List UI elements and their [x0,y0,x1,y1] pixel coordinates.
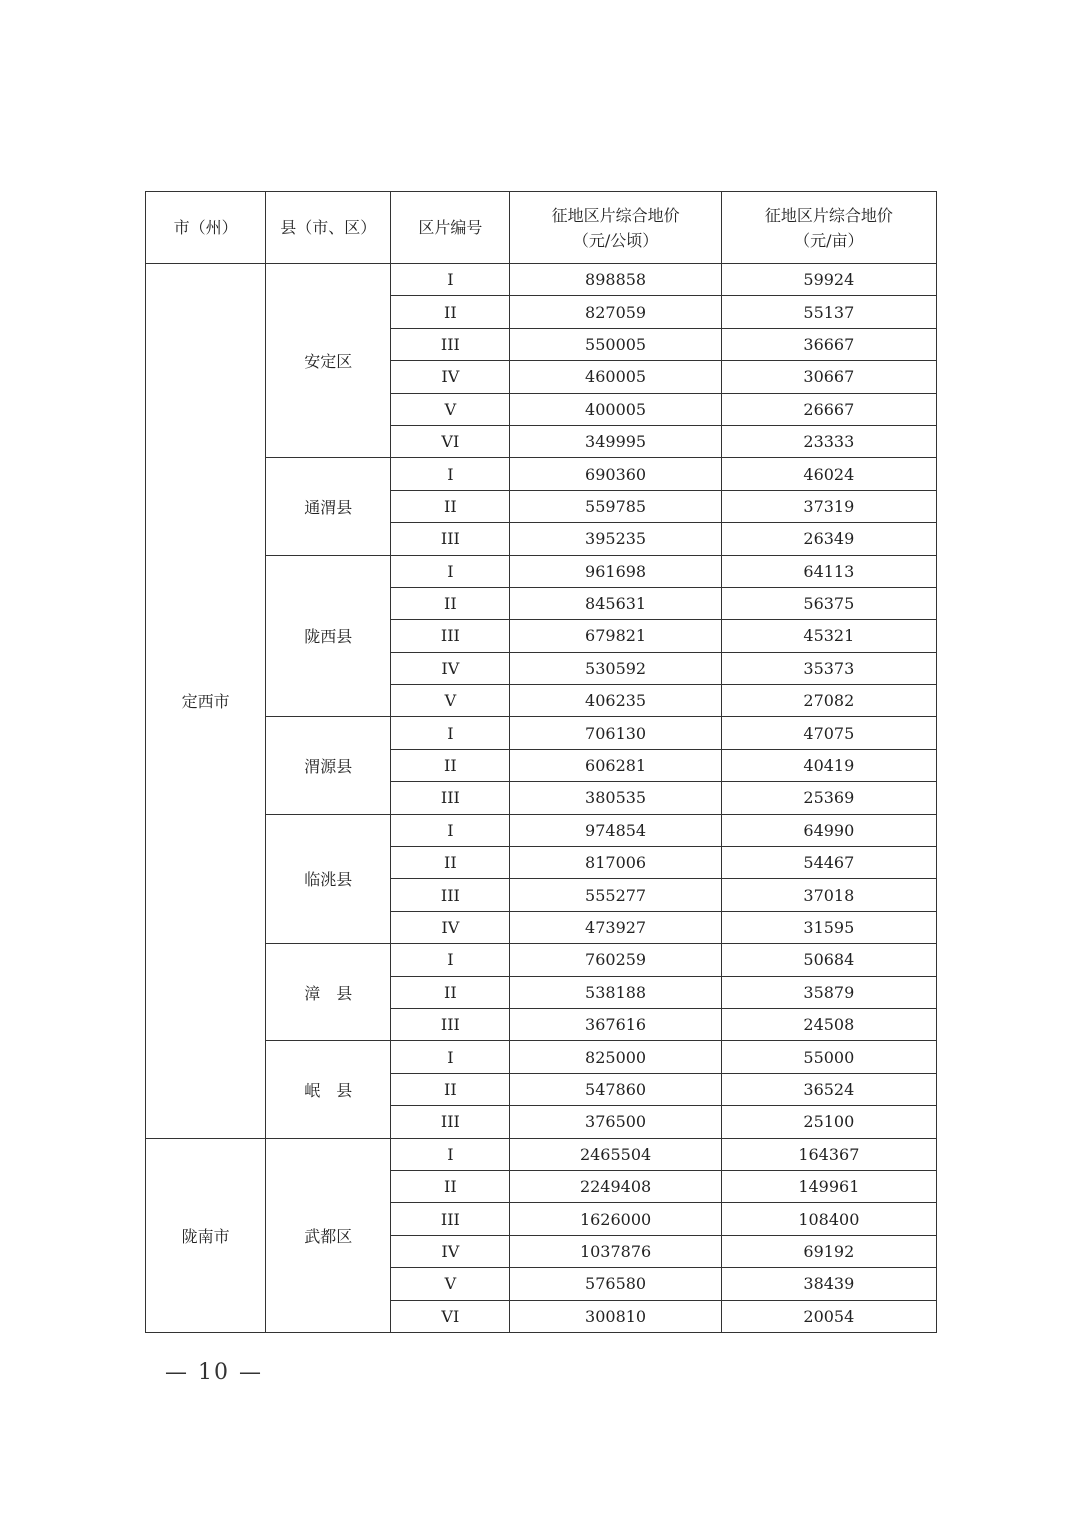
table-body [146,264,937,1333]
price-per-mu-cell: 30667 [721,361,936,393]
zone-cell: II [391,1170,510,1202]
price-per-hectare-cell: 690360 [510,458,721,490]
header-price-per-mu [721,192,936,264]
zone-cell: IV [391,361,510,393]
zone-cell: I [391,264,510,296]
price-per-hectare-cell: 1626000 [510,1203,721,1235]
price-per-mu-cell: 50684 [721,944,936,976]
county-cell: 漳 县 [266,944,391,1041]
county-cell: 陇西县 [266,555,391,717]
county-cell: 渭源县 [266,717,391,814]
zone-cell: VI [391,1300,510,1332]
price-per-hectare-cell: 606281 [510,749,721,781]
price-per-hectare-cell: 547860 [510,1073,721,1105]
zone-cell: I [391,814,510,846]
price-per-hectare-cell: 376500 [510,1106,721,1138]
zone-cell: IV [391,652,510,684]
price-per-hectare-cell: 825000 [510,1041,721,1073]
zone-cell: II [391,490,510,522]
zone-cell: V [391,393,510,425]
price-per-mu-cell: 35373 [721,652,936,684]
county-cell: 武都区 [266,1138,391,1332]
price-per-mu-cell: 38439 [721,1268,936,1300]
price-per-mu-cell: 23333 [721,425,936,457]
header-price-mu-line1: 征地区片综合地价 [764,205,893,225]
price-per-hectare-cell: 538188 [510,976,721,1008]
county-cell: 临洮县 [266,814,391,944]
price-per-hectare-cell: 395235 [510,523,721,555]
city-cell: 陇南市 [146,1138,266,1332]
price-per-hectare-cell: 2249408 [510,1170,721,1202]
zone-cell: I [391,717,510,749]
price-per-mu-cell: 25100 [721,1106,936,1138]
county-cell: 通渭县 [266,458,391,555]
zone-cell: II [391,847,510,879]
price-per-hectare-cell: 406235 [510,685,721,717]
price-per-hectare-cell: 817006 [510,847,721,879]
price-per-hectare-cell: 550005 [510,328,721,360]
header-price-ha-line1: 征地区片综合地价 [551,205,680,225]
price-per-hectare-cell: 2465504 [510,1138,721,1170]
price-per-mu-cell: 40419 [721,749,936,781]
price-per-hectare-cell: 1037876 [510,1235,721,1267]
zone-cell: II [391,587,510,619]
land-price-table [145,191,937,1333]
price-per-hectare-cell: 530592 [510,652,721,684]
price-per-mu-cell: 31595 [721,911,936,943]
price-per-mu-cell: 54467 [721,847,936,879]
header-price-mu-line2: （元/亩） [794,230,864,250]
table-row [146,264,937,296]
price-per-hectare-cell: 961698 [510,555,721,587]
zone-cell: III [391,523,510,555]
price-per-hectare-cell: 400005 [510,393,721,425]
price-per-hectare-cell: 845631 [510,587,721,619]
price-per-mu-cell: 20054 [721,1300,936,1332]
county-cell: 安定区 [266,264,391,458]
zone-cell: V [391,1268,510,1300]
zone-cell: I [391,944,510,976]
zone-cell: IV [391,911,510,943]
price-per-mu-cell: 45321 [721,620,936,652]
price-per-mu-cell: 55137 [721,296,936,328]
zone-cell: I [391,458,510,490]
price-per-hectare-cell: 974854 [510,814,721,846]
price-per-mu-cell: 26349 [721,523,936,555]
price-per-mu-cell: 164367 [721,1138,936,1170]
price-per-hectare-cell: 576580 [510,1268,721,1300]
price-per-mu-cell: 36667 [721,328,936,360]
price-per-mu-cell: 35879 [721,976,936,1008]
price-per-mu-cell: 64990 [721,814,936,846]
price-per-mu-cell: 25369 [721,782,936,814]
price-per-hectare-cell: 300810 [510,1300,721,1332]
zone-cell: II [391,1073,510,1105]
zone-cell: I [391,1041,510,1073]
zone-cell: I [391,555,510,587]
price-per-hectare-cell: 349995 [510,425,721,457]
table-header-row [146,192,937,264]
price-per-hectare-cell: 460005 [510,361,721,393]
price-per-mu-cell: 55000 [721,1041,936,1073]
price-per-mu-cell: 47075 [721,717,936,749]
zone-cell: IV [391,1235,510,1267]
table-row [146,1138,937,1170]
zone-cell: V [391,685,510,717]
price-per-hectare-cell: 473927 [510,911,721,943]
zone-cell: VI [391,425,510,457]
price-per-mu-cell: 37319 [721,490,936,522]
zone-cell: III [391,1106,510,1138]
price-per-mu-cell: 27082 [721,685,936,717]
price-per-hectare-cell: 898858 [510,264,721,296]
zone-cell: I [391,1138,510,1170]
zone-cell: III [391,328,510,360]
header-zone: 区片编号 [391,192,510,264]
price-per-hectare-cell: 706130 [510,717,721,749]
zone-cell: III [391,1203,510,1235]
price-per-mu-cell: 46024 [721,458,936,490]
zone-cell: II [391,976,510,1008]
page-number: — 10 — [165,1360,263,1385]
header-city: 市（州） [146,192,266,264]
zone-cell: III [391,1008,510,1040]
city-cell: 定西市 [146,264,266,1139]
price-per-mu-cell: 149961 [721,1170,936,1202]
price-per-hectare-cell: 679821 [510,620,721,652]
price-per-mu-cell: 69192 [721,1235,936,1267]
price-per-hectare-cell: 380535 [510,782,721,814]
price-per-mu-cell: 56375 [721,587,936,619]
header-price-per-hectare [510,192,721,264]
price-per-mu-cell: 59924 [721,264,936,296]
zone-cell: III [391,879,510,911]
price-per-hectare-cell: 760259 [510,944,721,976]
price-per-mu-cell: 36524 [721,1073,936,1105]
price-per-hectare-cell: 559785 [510,490,721,522]
price-per-hectare-cell: 555277 [510,879,721,911]
zone-cell: II [391,749,510,781]
price-per-mu-cell: 26667 [721,393,936,425]
price-per-mu-cell: 37018 [721,879,936,911]
price-per-mu-cell: 64113 [721,555,936,587]
header-county: 县（市、区） [266,192,391,264]
price-per-mu-cell: 24508 [721,1008,936,1040]
price-per-mu-cell: 108400 [721,1203,936,1235]
zone-cell: II [391,296,510,328]
price-per-hectare-cell: 827059 [510,296,721,328]
county-cell: 岷 县 [266,1041,391,1138]
price-per-hectare-cell: 367616 [510,1008,721,1040]
header-price-ha-line2: （元/公顷） [572,230,659,250]
zone-cell: III [391,620,510,652]
zone-cell: III [391,782,510,814]
